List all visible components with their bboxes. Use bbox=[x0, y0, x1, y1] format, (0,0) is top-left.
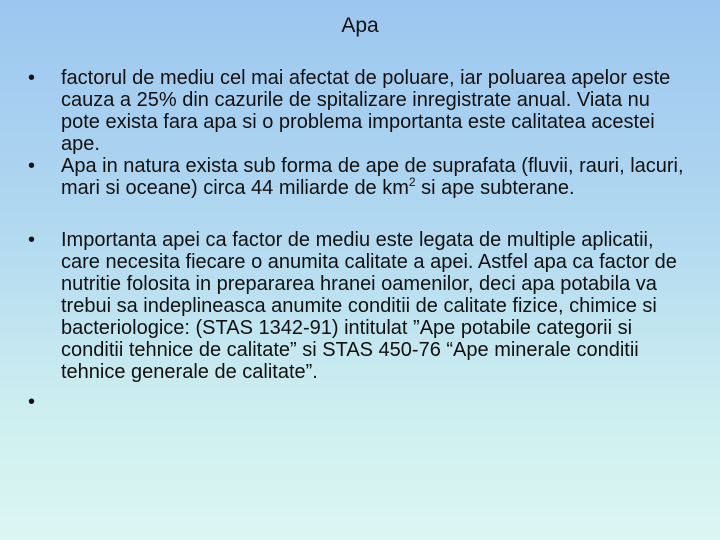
bullet-dot: • bbox=[28, 229, 36, 251]
slide-title: Apa bbox=[341, 14, 379, 37]
bullet-item-4-empty bbox=[28, 391, 688, 413]
bullet-text: factorul de mediu cel mai afectat de poluare, iar poluarea apelor este cauza a 25% din cazurile de spitalizare inregistrate anual. Viata nu pote exista fara apa si o problema importanta este calitatea acestei ape. bbox=[61, 67, 671, 155]
bullet-dot: • bbox=[28, 67, 36, 89]
bullet-text: Importanta apei ca factor de mediu este legata de multiple aplicatii, care necesita fiecare o anumita calitate a apei. Astfel apa ca factor de nutritie folosita in prepararea hranei oamenilor, deci apa potabila va trebui sa indeplineasca anumite conditii de calitate fizice, chimice si bacteriologice: (STAS 1342-91) intitulat ”Ape potabile categorii si conditii tehnice de calitate” si STAS 450-76 “Ape minerale conditii tehnice generale de calitate”. bbox=[61, 229, 677, 383]
bullet-text-part: Apa in natura exista sub forma de ape de suprafata (fluvii, rauri, lacuri, mari si oceane) circa 44 miliarde de km bbox=[61, 155, 684, 199]
bullet-item-1 bbox=[28, 67, 688, 155]
bullet-item-2 bbox=[28, 155, 688, 199]
bullet-item-3 bbox=[28, 229, 688, 383]
bullet-text-part: si ape subterane. bbox=[415, 177, 575, 199]
bullet-list bbox=[28, 67, 688, 413]
bullet-dot: • bbox=[28, 391, 36, 413]
bullet-dot: • bbox=[28, 155, 36, 177]
superscript: 2 bbox=[408, 175, 416, 189]
